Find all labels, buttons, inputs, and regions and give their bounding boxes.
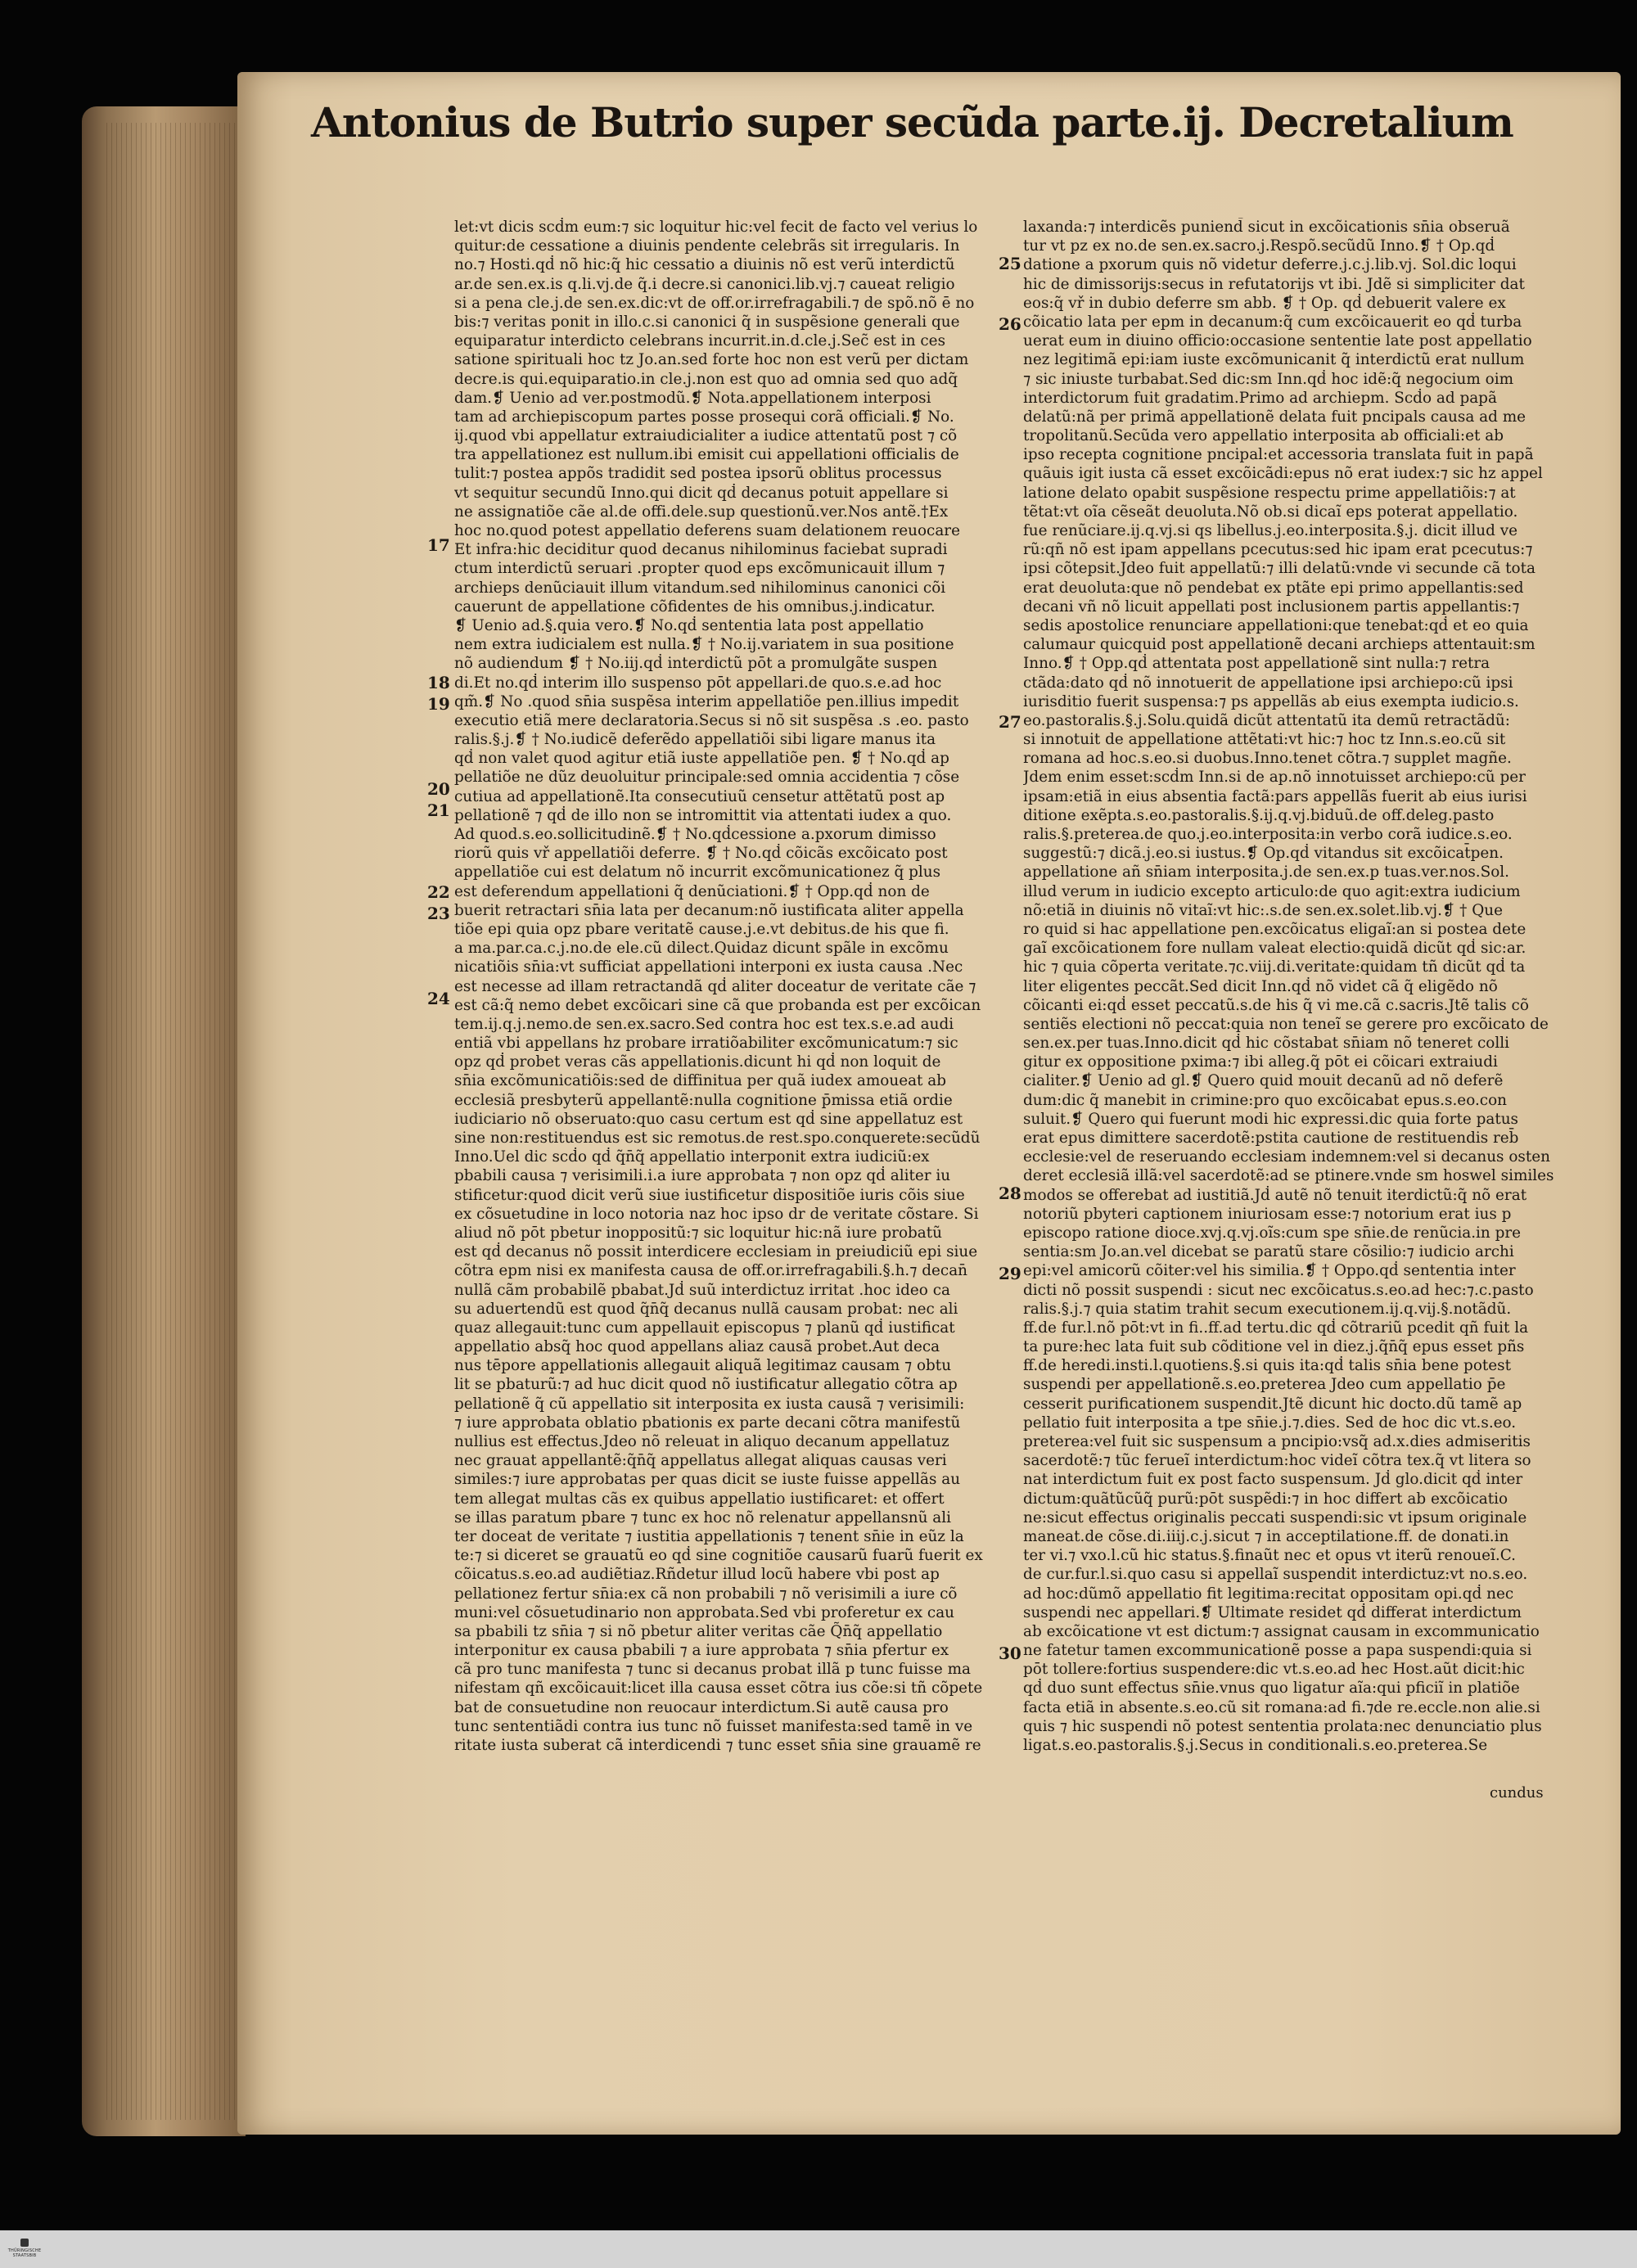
text-line: ⁊ sic iniuste turbabat.Sed dic:sm Inn.qḋ hoc idẽ:q̃ negocium oim <box>1023 370 1514 388</box>
text-line: tropolitanũ.Secũda vero appellatio interposita ab officiali:et ab <box>1023 427 1504 445</box>
text-line: ipsam:etiã in eius absentia factã:pars appellãs fuerit ab eius iurisi <box>1023 787 1527 805</box>
text-line: Et infra:hic deciditur quod decanus nihilominus faciebat supradi <box>454 541 948 559</box>
text-line: nec grauat appellantẽ:q̃n̄q̃ appellatus allegat aliquas causas veri <box>454 1452 947 1470</box>
text-line: ff.de heredi.insti.l.quotiens.§.si quis ita:qḋ talis sn̄ia bene potest <box>1023 1357 1512 1375</box>
text-line: pbabili causa ⁊ verisimili.i.a iure approbata ⁊ non opz qḋ aliter iu <box>454 1167 951 1185</box>
text-line: suspendi per appellationẽ.s.eo.preterea Jdeo cum appellatio p̄e <box>1023 1376 1506 1394</box>
text-line: executio etiã mere declaratoria.Secus si nõ sit suspẽsa .s .eo. pasto <box>454 711 969 729</box>
margin-number: 20 <box>427 779 450 799</box>
text-line: Jdem enim esset:scḋm Inn.si de ap.nõ innotuisset archiepo:cũ per <box>1023 769 1526 787</box>
text-line: muni:vel cõsuetudinario non approbata.Sed vbi proferetur ex cau <box>454 1603 955 1621</box>
text-line: cõicanti ei:qḋ esset peccatũ.s.de his q̃ vi me.cã c.sacris.Jtẽ talis cõ <box>1023 996 1529 1014</box>
text-line: te:⁊ si diceret se grauatũ eo qḋ sine cognitiõe causarũ fuarũ fuerit ex <box>454 1547 983 1565</box>
text-line: eo.pastoralis.§.j.Solu.quidã dicũt attentatũ ita demũ retractãdũ: <box>1023 711 1510 729</box>
text-line: erat deuoluta:que nõ pendebat ex ptãte epi primo appellantis:sed <box>1023 579 1524 597</box>
text-line: laxanda:⁊ interdicẽs puniend̄ sicut in excõicationis sn̄ia obseruã <box>1023 219 1510 236</box>
text-line: est qḋ decanus nõ possit interdicere ecclesiam in preiudiciũ epi siue <box>454 1243 978 1261</box>
library-logo <box>7 2239 43 2263</box>
text-line: quaz allegauit:tunc cum appellauit episcopus ⁊ planũ qḋ iustificat <box>454 1319 955 1337</box>
text-line: quãuis igit iusta cã esset excõicãdi:epus nõ erat iudex:⁊ sic hz appel <box>1023 465 1543 483</box>
text-line: calumaur quicquid post appellationẽ decani archieps attentauit:sm <box>1023 636 1536 654</box>
text-line: romana ad hoc.s.eo.si duobus.Inno.tenet cõtra.⁊ supplet magñe. <box>1023 750 1512 768</box>
text-line: quis ⁊ hic suspendi nõ potest sententia prolata:nec denunciatio plus <box>1023 1717 1542 1735</box>
text-line: sacerdotẽ:⁊ tũc ferueĩ interdictum:hoc videĩ cõtra tex.q̃ vt litera so <box>1023 1452 1531 1470</box>
right-text-column <box>1023 218 1563 1755</box>
margin-number: 24 <box>427 989 450 1008</box>
text-line: erat epus dimittere sacerdotẽ:pstita cautione de restituendis reb̄ <box>1023 1129 1519 1147</box>
text-line: Ad quod.s.eo.sollicitudinẽ.❡ † No.qḋcessione a.pxorum dimisso <box>454 826 936 843</box>
text-line: pōt tollere:fortius suspendere:dic vt.s.eo.ad hec Host.aũt dicit:hic <box>1023 1661 1525 1679</box>
text-line: cialiter.❡ Uenio ad gl.❡ Quero quid mouit decanũ ad nõ deferẽ <box>1023 1072 1504 1090</box>
text-line: uerat eum in diuino officio:occasione sententie late post appellatio <box>1023 332 1532 350</box>
text-line: ad hoc:dũmõ appellatio fit legitima:recitat oppositam opi.qḋ nec <box>1023 1585 1514 1603</box>
text-line: similes:⁊ iure approbatas per quas dicit se iuste fuisse appellãs au <box>454 1471 961 1489</box>
text-line: ab excõicatione vt est dictum:⁊ assignat causam in excommunicatio <box>1023 1622 1540 1640</box>
text-line: ralis.§.preterea.de quo.j.eo.interposita:in verbo corã iudice.s.eo. <box>1023 826 1513 843</box>
text-line: suggestũ:⁊ dicã.j.eo.si iustus.❡ Op.qḋ vitandus sit excõicat̄pen. <box>1023 845 1504 863</box>
text-line: nat interdictum fuit ex post facto suspensum. Jḋ glo.dicit qḋ inter <box>1023 1471 1523 1489</box>
text-line: ar.de sen.ex.is q.li.vj.de q̃.i decre.si canonici.lib.vj.⁊ caueat religio <box>454 275 955 293</box>
text-line: sentia:sm Jo.an.vel dicebat se paratũ stare cõsilio:⁊ iudicio archi <box>1023 1243 1514 1261</box>
text-line: ne:sicut effectus originalis peccati suspendi:sic vt ipsum originale <box>1023 1508 1527 1526</box>
text-line: ter vi.⁊ vxo.l.cũ hic status.§.finaũt nec et opus vt iterũ renoueĩ.C. <box>1023 1547 1517 1565</box>
text-line: est deferendum appellationi q̃ denũciationi.❡ † Opp.qḋ non de <box>454 882 930 900</box>
text-line: episcopo ratione dioce.xvj.q.vj.oĩs:cum spe sn̄ie.de renũcia.in pre <box>1023 1224 1522 1242</box>
text-line: hic de dimissorijs:secus in refutatorijs vt ibi. Jdẽ si simpliciter dat <box>1023 275 1525 293</box>
text-line: est cã:q̃ nemo debet excõicari sine cã que probanda est per excõican <box>454 996 981 1014</box>
text-line: tem.ij.q.j.nemo.de sen.ex.sacro.Sed contra hoc est tex.s.e.ad audi <box>454 1015 954 1033</box>
text-line: ne assignatiõe cãe al.de offi.dele.sup questionũ.ver.Nos antẽ.†Ex <box>454 503 949 521</box>
text-line: ligat.s.eo.pastoralis.§.j.Secus in conditionali.s.eo.preterea.Se <box>1023 1737 1488 1754</box>
text-line: ipso recepta cognitione pncipal:et accessoria translata fuit in papã <box>1023 446 1534 464</box>
text-line: notoriũ pbyteri captionem iniuriosam esse:⁊ notorium erat ius p <box>1023 1205 1512 1223</box>
running-header: Antonius de Butrio super secũda parte.ij. Decretalium <box>311 98 1513 147</box>
text-line: pellationẽ ⁊ qḋ de illo non se intromittit via attentati iudex a quo. <box>454 806 952 824</box>
text-line: liter eligentes peccãt.Sed dicit Inn.qḋ nõ videt cã q̃ eligẽdo nõ <box>1023 977 1498 995</box>
text-line: stificetur:quod dicit verũ siue iustificetur dispositiõe iuris cõis siue <box>454 1186 965 1204</box>
text-line: equiparatur interdicto celebrans incurrit.in.d.cle.j.Sec̃ est in ces <box>454 332 946 350</box>
text-line: si a pena cle.j.de sen.ex.dic:vt de off.or.irrefragabili.⁊ de spõ.nõ ē no <box>454 294 975 312</box>
text-line: ex cõsuetudine in loco notoria naz hoc ipso dr de veritate cõstare. Si <box>454 1205 979 1223</box>
text-line: gitur ex oppositione pxima:⁊ ibi alleg.q̃ pōt ei cõicari extraiudi <box>1023 1053 1498 1071</box>
text-line: Inno.❡ † Opp.qḋ attentata post appellationẽ sint nulla:⁊ retra <box>1023 655 1490 673</box>
text-line: ipsi cõtepsit.Jdeo fuit appellatũ:⁊ illi delatũ:vnde vi secunde cã tota <box>1023 560 1536 578</box>
text-line: let:vt dicis scḋm eum:⁊ sic loquitur hic:vel fecit de facto vel verius lo <box>454 219 978 236</box>
text-line: ditione exẽpta.s.eo.pastoralis.§.ij.q.vj.biduũ.de off.deleg.pasto <box>1023 806 1495 824</box>
text-line: suspendi nec appellari.❡ Ultimate residet qḋ differat interdictum <box>1023 1603 1522 1621</box>
text-line: Inno.Uel dic scḋo qḋ q̃n̄q̃ appellatio interponit extra iudiciũ:ex <box>454 1148 930 1166</box>
text-line: decre.is qui.equiparatio.in cle.j.non est quo ad omnia sed quo adq̃ <box>454 370 958 388</box>
text-line: appellatiõe cui est delatum nõ incurrit excõmunicationez q̃ plus <box>454 863 941 881</box>
left-text-column <box>454 218 994 1755</box>
text-line: quitur:de cessatione a diuinis pendente celebrãs sit irregularis. In <box>454 237 960 255</box>
text-line: cõicatio lata per epm in decanum:q̃ cum excõicauerit eo qḋ turba <box>1023 313 1522 331</box>
text-line: interponitur ex causa pbabili ⁊ a iure approbata ⁊ sn̄ia pfertur ex <box>454 1642 949 1660</box>
text-line: nicatiõis sn̄ia:vt sufficiat appellationi interponi ex iusta causa .Nec <box>454 958 963 976</box>
text-line: cõtra epm nisi ex manifesta causa de off.or.irrefragabili.§.h.⁊ decan̄ <box>454 1262 968 1280</box>
text-line: ij.quod vbi appellatur extraiudicialiter a iudice attentatũ post ⁊ cõ <box>454 427 958 445</box>
text-line: sen.ex.per tuas.Inno.dicit qḋ hic cõstabat sn̄iam nõ teneret colli <box>1023 1035 1510 1053</box>
text-line: deret ecclesiã illã:vel sacerdotẽ:ad se ptinere.vnde sm hoswel similes <box>1023 1167 1554 1185</box>
text-line: riorũ quis vř appellatiõi deferre. ❡ † No.qḋ cõicãs excõicato post <box>454 845 948 863</box>
text-line: ff.de fur.l.nõ pōt:vt in fi..ff.ad tertu.dic qḋ cõtrariũ pcedit qñ fuit la <box>1023 1319 1529 1337</box>
library-logo-text: THÜRINGISCHE STAATSBIB <box>7 2248 42 2258</box>
text-line: cutiua ad appellationẽ.Ita consecutiuũ censetur attẽtatũ post ap <box>454 787 945 805</box>
text-line: qm̃.❡ No .quod sn̄ia suspẽsa interim appellatiõe pen.illius impedit <box>454 692 959 710</box>
text-line: entiã vbi appellans hz probare irratiõabiliter excõmunicatum:⁊ sic <box>454 1035 958 1053</box>
text-line: se illas paratum pbare ⁊ tunc ex hoc nõ relenatur appellansnũ ali <box>454 1508 952 1526</box>
text-line: appellatione añ sn̄iam interposita.j.de sen.ex.p tuas.ver.nos.Sol. <box>1023 863 1510 881</box>
text-line: di.Et no.qḋ interim illo suspenso pōt appellari.de quo.s.e.ad hoc <box>454 674 942 692</box>
margin-number: 28 <box>999 1184 1021 1203</box>
text-line: aliud nõ pōt pbetur inoppositũ:⁊ sic loquitur hic:nã iure probatũ <box>454 1224 943 1242</box>
text-line: ⁊ iure approbata oblatio pbationis ex parte decani cõtra manifestũ <box>454 1414 961 1432</box>
text-line: nus tēpore appellationis allegauit aliquã legitimaz causam ⁊ obtu <box>454 1357 952 1375</box>
margin-number: 19 <box>427 694 450 714</box>
text-line: ritate iusta suberat cã interdicendi ⁊ tunc esset sn̄ia sine grauamẽ re <box>454 1737 981 1754</box>
text-line: qḋ duo sunt effectus sn̄ie.vnus quo ligatur aĩa:qui pficiĩ in platiõe <box>1023 1680 1520 1698</box>
text-line: eos:q̃ vř in dubio deferre sm abb. ❡ † Op. qḋ debuerit valere ex <box>1023 294 1506 312</box>
text-line: facta etiã in absente.s.eo.cũ sit romana:ad fi.⁊de re.eccle.non alie.si <box>1023 1698 1540 1716</box>
text-line: ecclesiã presbyterũ appellantẽ:nulla cognitione p̄missa etiã ordie <box>454 1091 953 1109</box>
text-line: pellationẽ q̃ cũ appellatio sit interposita ex iusta causã ⁊ verisimili: <box>454 1395 965 1413</box>
text-line: no.⁊ Hosti.qḋ nõ hic:q̃ hic cessatio a diuinis nõ est verũ interdictũ <box>454 256 955 274</box>
book-page-edge-lines <box>106 123 237 2120</box>
text-line: suluit.❡ Quero qui fuerunt modi hic expressi.dic quia forte patus <box>1023 1110 1518 1128</box>
text-line: hic ⁊ quia cõperta veritate.⁊c.viij.di.veritate:quidam tñ dicũt qḋ ta <box>1023 958 1526 976</box>
text-line: pellatio fuit interposita a tpe sn̄ie.j.⁊.dies. Sed de hoc dic vt.s.eo. <box>1023 1414 1517 1432</box>
text-line: ralis.§.j.❡ † No.iudicẽ deferẽdo appellatiõi sibi ligare manus ita <box>454 731 936 749</box>
text-line: modos se offerebat ad iustitiã.Jḋ autẽ nõ tenuit iterdictũ:q̃ nõ erat <box>1023 1186 1527 1204</box>
text-line: sentiẽs electioni nõ peccat:quia non teneĩ se gerere pro excõicato de <box>1023 1015 1549 1033</box>
text-line: ❡ Uenio ad.§.quia vero.❡ No.qḋ sententia lata post appellatio <box>454 616 924 634</box>
text-line: sa pbabili tz sn̄ia ⁊ si nõ pbetur aliter veritas cãe Q̃n̄q̃ appellatio <box>454 1622 943 1640</box>
catchword: cundus <box>1490 1784 1544 1801</box>
text-line: tulit:⁊ postea appõs tradidit sed postea ipsorũ oblitus processus <box>454 465 942 483</box>
text-line: bis:⁊ veritas ponit in illo.c.si canonici q̃ in suspẽsione generali que <box>454 313 960 331</box>
text-line: satione spirituali hoc tz Jo.an.sed forte hoc non est verũ per dictam <box>454 351 969 369</box>
text-line: su aduertendũ est quod q̃n̄q̃ decanus nullã causam probat: nec ali <box>454 1300 958 1318</box>
margin-number: 26 <box>999 314 1021 334</box>
text-line: pellatiõe ne dũz deuoluitur principale:sed omnia accidentia ⁊ cõse <box>454 769 960 787</box>
viewer-footer-bar <box>0 2230 1637 2268</box>
text-line: ctum interdictũ seruari .propter quod eps excõmunicauit illum ⁊ <box>454 560 945 578</box>
text-line: a ma.par.ca.c.j.no.de ele.cũ dilect.Quidaz dicunt spãle in excõmu <box>454 940 949 958</box>
text-line: maneat.de cõse.di.iiij.c.j.sicut ⁊ in acceptilatione.ff. de donati.in <box>1023 1527 1509 1545</box>
text-line: cã pro tunc manifesta ⁊ tunc si decanus probat illã p tunc fuisse ma <box>454 1661 971 1679</box>
text-line: dictum:quãtũcũq̃ purũ:pōt suspẽdi:⁊ in hoc differt ab excõicatio <box>1023 1490 1508 1508</box>
text-line: nõ audiendum ❡ † No.iij.qḋ interdictũ pōt a promulgãte suspen <box>454 655 938 673</box>
text-line: ne fatetur tamen excommunicationẽ posse a papa suspendi:quia si <box>1023 1642 1532 1660</box>
text-line: hoc no.quod potest appellatio deferens suam delationem reuocare <box>454 522 960 539</box>
text-line: archieps denũciauit illum vitandum.sed nihilominus canonici cõi <box>454 579 946 597</box>
text-line: preterea:vel fuit sic suspensum a pncipio:vsq̃ ad.x.dies admiseritis <box>1023 1433 1531 1450</box>
text-line: ter doceat de veritate ⁊ iustitia appellationis ⁊ tenent sn̄ie in eũz la <box>454 1527 964 1545</box>
text-line: ralis.§.j.⁊ quia statim trahit secum executionem.ij.q.vij.§.notãdũ. <box>1023 1300 1512 1318</box>
text-line: fue renũciare.ij.q.vj.si qs libellus.j.eo.interposita.§.j. dicit illud ve <box>1023 522 1517 539</box>
text-line: nullius est effectus.Jdeo nõ releuat in aliquo decanum appellatuz <box>454 1433 949 1450</box>
text-line: epi:vel amicorũ cõiter:vel his similia.❡ † Oppo.qḋ sententia inter <box>1023 1262 1516 1280</box>
margin-number: 22 <box>427 882 450 902</box>
text-line: tem allegat multas cãs ex quibus appellatio iustificaret: et offert <box>454 1490 945 1508</box>
text-line: ecclesie:vel de reseruando ecclesiam indemnem:vel si decanus osten <box>1023 1148 1550 1166</box>
text-line: sine non:restituendus est sic remotus.de rest.spo.conquerete:secũdũ <box>454 1129 981 1147</box>
margin-number: 30 <box>999 1644 1021 1663</box>
text-line: tur vt pz ex no.de sen.ex.sacro.j.Respõ.secũdũ Inno.❡ † Op.qḋ <box>1023 237 1495 255</box>
text-line: illud verum in iudicio excepto articulo:de quo agit:extra iudicium <box>1023 882 1521 900</box>
text-line: nem extra iudicialem est nulla.❡ † No.ij.variatem in sua positione <box>454 636 954 654</box>
text-line: cõicatus.s.eo.ad audiẽtiaz.Rñdetur illud locũ habere vbi post ap <box>454 1566 940 1584</box>
margin-number: 18 <box>427 673 450 692</box>
text-line: ctãda:dato qḋ nõ innotuerit de appellatione ipsi archiepo:cũ ipsi <box>1023 674 1513 692</box>
text-line: decani vñ nõ licuit appellati post inclusionem partis appellantis:⁊ <box>1023 597 1520 615</box>
text-line: tẽtat:vt oĩa cẽseãt deuoluta.Nõ ob.si dicaĩ eps poterat appellatio. <box>1023 503 1518 521</box>
text-line: cesserit purificationem suspendit.Jtẽ dicunt hic docto.dũ tamẽ ap <box>1023 1395 1522 1413</box>
text-line: buerit retractari sn̄ia lata per decanum:nõ iustificata aliter appella <box>454 901 964 919</box>
text-line: ro quid si hac appellatione pen.excõicatus eligaĩ:an si postea dete <box>1023 920 1527 938</box>
text-line: tra appellationez est nullum.ibi emisit cui appellationi officialis de <box>454 446 959 464</box>
text-line: nullã cãm probabilẽ pbabat.Jḋ suũ interdictuz irritat .hoc ideo ca <box>454 1281 950 1299</box>
text-line: gaĩ excõicationem fore nullam valeat electio:quidã dicũt qḋ sic:ar. <box>1023 940 1527 958</box>
text-line: bat de consuetudine non reuocaur interdictum.Si autẽ causa pro <box>454 1698 949 1716</box>
text-line: si innotuit de appellatione attẽtati:vt hic:⁊ hoc tz Inn.s.eo.cũ sit <box>1023 731 1506 749</box>
margin-number: 21 <box>427 800 450 820</box>
text-line: de cur.fur.l.si.quo casu si appellaĩ suspendit interdictuz:vt no.s.eo. <box>1023 1566 1528 1584</box>
text-line: sedis apostolice renunciare appellationi:que tenebat:qḋ et eo quia <box>1023 616 1529 634</box>
margin-number: 27 <box>999 712 1021 732</box>
text-line: nez legitimã epi:iam iuste excõmunicanit q̃ interdictũ erat nullum <box>1023 351 1525 369</box>
text-line: dicti nõ possit suspendi : sicut nec excõicatus.s.eo.ad hec:⁊.c.pasto <box>1023 1281 1534 1299</box>
text-line: lit se pbaturũ:⁊ ad huc dicit quod nõ iustificatur allegatio cõtra ap <box>454 1376 958 1394</box>
text-line: tunc sententiãdi contra ius tunc nõ fuisset manifesta:sed tamẽ in ve <box>454 1717 973 1735</box>
text-line: rũ:qñ nõ est ipam appellans pcecutus:sed hic ipam erat pcecutus:⁊ <box>1023 541 1533 559</box>
text-line: latione delato opabit suspẽsione respectu prime appellatiõis:⁊ at <box>1023 484 1516 502</box>
text-line: interdictorum fuit gradatim.Primo ad archiepm. Scḋo ad papã <box>1023 389 1497 407</box>
text-line: delatũ:nã per primã appellationẽ delata fuit pncipals causa ad me <box>1023 408 1527 426</box>
text-line: datione a pxorum quis nõ videtur deferre.j.c.j.lib.vj. Sol.dic loqui <box>1023 256 1517 274</box>
text-line: dum:dic q̃ manebit in crimine:pro quo excõicabat epus.s.eo.con <box>1023 1091 1508 1109</box>
margin-number: 17 <box>427 535 450 555</box>
text-line: dam.❡ Uenio ad ver.postmodũ.❡ Nota.appellationem interposi <box>454 389 931 407</box>
text-line: qḋ non valet quod agitur etiã iuste appellatiõe pen. ❡ † No.qḋ ap <box>454 750 949 768</box>
margin-number: 23 <box>427 904 450 923</box>
text-line: est necesse ad illam retractandã qḋ aliter doceatur de veritate cãe ⁊ <box>454 977 976 995</box>
text-line: appellatio absq̃ hoc quod appellans aliaz causã probet.Aut deca <box>454 1338 940 1356</box>
text-line: vt sequitur secundũ Inno.qui dicit qḋ decanus potuit appellare si <box>454 484 949 502</box>
text-line: nifestam qñ excõicauit:licet illa causa esset cõtra ius cõe:si tñ cõpete <box>454 1680 983 1698</box>
text-line: iurisditio fuerit suspensa:⁊ ps appellãs ab eius exempta iudicio.s. <box>1023 692 1519 710</box>
text-line: opz qḋ probet veras cãs appellationis.dicunt hi qḋ non loquit de <box>454 1053 941 1071</box>
text-line: nõ:etiã in diuinis nõ vitaĩ:vt hic:.s.de sen.ex.solet.lib.vj.❡ † Que <box>1023 901 1504 919</box>
text-line: cauerunt de appellatione cõfidentes de his omnibus.j.indicatur. <box>454 597 936 615</box>
text-line: ta pure:hec lata fuit sub cõditione vel in diez.j.q̃n̄q̃ epus esset pñs <box>1023 1338 1525 1356</box>
text-line: iudiciario nõ obseruato:quo casu certum est qḋ sine appellatuz est <box>454 1110 963 1128</box>
margin-number: 25 <box>999 254 1021 273</box>
text-line: pellationez fertur sn̄ia:ex cã non probabili ⁊ nõ verisimili a iure cõ <box>454 1585 958 1603</box>
text-line: sn̄ia excõmunicatiõis:sed de diffinitua per quã iudex amoueat ab <box>454 1072 947 1090</box>
library-logo-icon <box>20 2239 29 2247</box>
text-line: tiõe epi quia opz pbare veritatẽ cause.j.e.vt debitus.de his que fi. <box>454 920 949 938</box>
margin-number: 29 <box>999 1264 1021 1283</box>
text-line: tam ad archiepiscopum partes posse prosequi corã officiali.❡ No. <box>454 408 954 426</box>
